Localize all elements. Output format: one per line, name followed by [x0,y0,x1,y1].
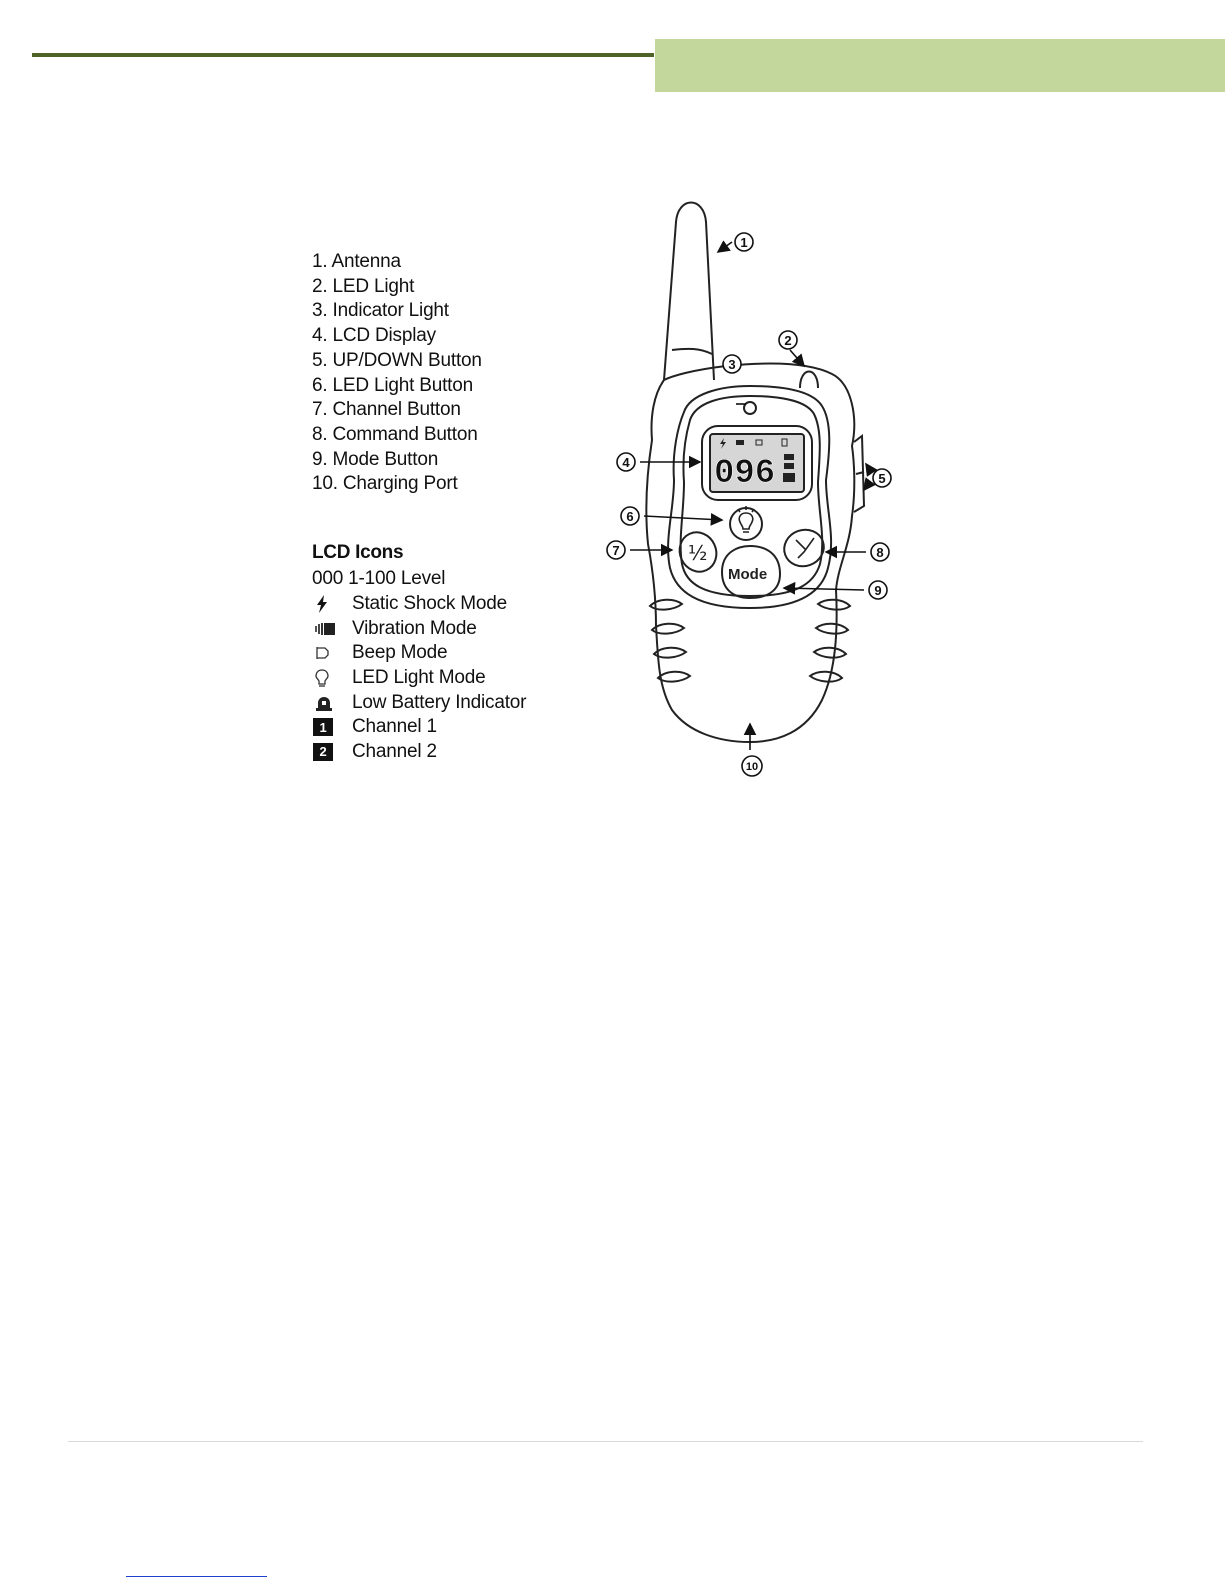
callout-6 [621,507,639,525]
part-item: 8. Command Button [312,423,478,445]
lcd-icon-item [312,690,526,715]
svg-text:8: 8 [876,545,884,560]
parts-list [312,250,482,497]
channel-2-badge: 2 [313,743,333,761]
lcd-icon-label: LED Light Mode [352,667,486,689]
part-item: 1. Antenna [312,251,401,272]
callout-2 [779,331,797,349]
svg-text:4: 4 [622,455,630,470]
svg-text:2: 2 [784,333,792,348]
lcd-level-text: 000 1-100 Level [312,568,446,589]
part-item: 2. LED Light [312,275,415,297]
part-item: 7. Channel Button [312,399,461,421]
vibration-icon [312,622,352,636]
callout-9 [869,581,887,599]
lcd-readout: 096 [714,455,776,493]
callout-7 [607,541,625,559]
lcd-icon-label: Channel 1 [352,716,437,738]
bulb-icon [739,513,753,532]
lcd-icon-list [312,592,526,764]
remote-diagram [600,190,930,790]
lightning-icon [312,595,352,613]
header-block [655,39,1225,92]
callout-10 [742,756,762,776]
beep-icon [312,645,352,661]
lcd-icon-item [312,592,526,617]
mode-button-label: Mode [728,566,768,583]
part-item: 10. Charging Port [312,473,458,495]
part-item: 6. LED Light Button [312,374,473,396]
svg-text:7: 7 [612,543,620,558]
lcd-icons-heading: LCD Icons [312,542,404,563]
lcd-icon-item [312,666,526,691]
part-item: 4. LCD Display [312,325,436,347]
footer-rule [68,1441,1143,1442]
part-item: 3. Indicator Light [312,300,449,322]
channel-1-icon [312,718,352,736]
lcd-icon-label: Beep Mode [352,642,448,664]
lcd-icon-label: Channel 2 [352,740,437,762]
battery-icon [312,695,352,711]
svg-text:9: 9 [874,583,882,598]
part-item: 5. UP/DOWN Button [312,349,482,371]
command-icon [796,538,814,558]
lcd-icon-label: Static Shock Mode [352,593,508,615]
bulb-icon [312,669,352,687]
callout-8 [871,543,889,561]
lcd-icon-item [312,740,526,765]
channel-2-icon [312,743,352,761]
part-item: 9. Mode Button [312,448,439,470]
callout-1 [735,233,753,251]
led-light [800,372,818,389]
header-rule [32,53,654,57]
svg-text:1: 1 [740,235,748,250]
callout-5 [873,469,891,487]
channel-1-badge: 1 [313,718,333,736]
svg-text:6: 6 [626,509,634,524]
channel-button-label: ½ [688,541,708,565]
lcd-icon-item [312,641,526,666]
lcd-icon-item [312,715,526,740]
svg-text:10: 10 [745,761,759,773]
svg-text:5: 5 [878,471,886,486]
lcd-icon-label: Low Battery Indicator [352,691,527,713]
svg-text:3: 3 [728,357,736,372]
antenna [664,203,714,381]
lcd-icon-label: Vibration Mode [352,617,477,639]
bottom-link-underline[interactable] [126,1576,267,1577]
callout-4 [617,453,635,471]
callout-3 [723,355,741,373]
lcd-icon-item [312,617,526,642]
